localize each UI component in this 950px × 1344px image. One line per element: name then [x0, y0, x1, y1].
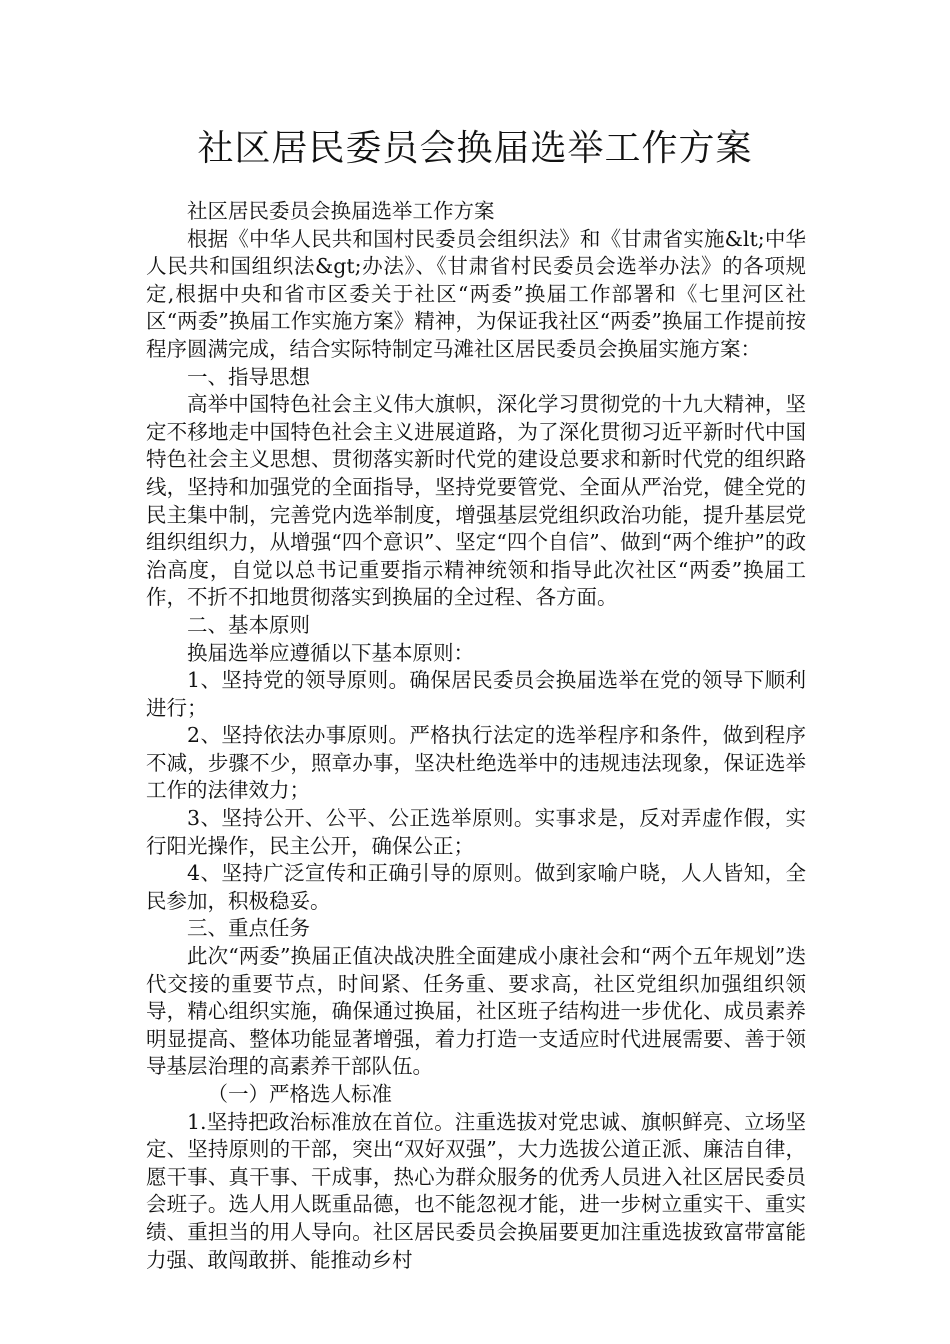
principle-item-3: 3、坚持公开、公平、公正选举原则。实事求是，反对弄虚作假，实行阳光操作，民主公开，确保公正； [146, 806, 806, 858]
key-tasks-paragraph: 此次“两委”换届正值决战决胜全面建成小康社会和“两个五年规划”迭代交接的重要节点，时间紧、任务重、要求高，社区党组织加强组织领导，精心组织实施，确保通过换届，社区班子结构进一步优化、成员素养明显提高、整体功能显著增强，着力打造一支适应时代进展需要、善于领导基层治理的高素养干部队伍。 [146, 944, 806, 1079]
principle-item-1: 1、坚持党的领导原则。确保居民委员会换届选举在党的领导下顺利进行； [146, 668, 806, 720]
intro-paragraph: 根据《中华人民共和国村民委员会组织法》和《甘肃省实施&lt;中华人民共和国组织法&gt;办法》、《甘肃省村民委员会选举办法》的各项规定,根据中央和省市区委关于社区“两委”换届工作部署和《七里河区社区“两委”换届工作实施方案》精神，为保证我社区“两委”换届工作提前按程序圆满完成，结合实际特制定马滩社区居民委员会换届实施方案： [146, 226, 806, 361]
selection-standard-item-1: 1.坚持把政治标准放在首位。注重选拔对党忠诚、旗帜鲜亮、立场坚定、坚持原则的干部，突出“双好双强”，大力选拔公道正派、廉洁自律，愿干事、真干事、干成事，热心为群众服务的优秀人员进入社区居民委员会班子。选人用人既重品德，也不能忽视才能，进一步树立重实干、重实绩、重担当的用人导向。社区居民委员会换届要更加注重选拔致富带富能力强、敢闯敢拼、能推动乡村 [146, 1109, 806, 1272]
document-body [146, 198, 806, 1274]
doc-subtitle: 社区居民委员会换届选举工作方案 [187, 199, 495, 223]
principle-item-4: 4、坚持广泛宣传和正确引导的原则。做到家喻户晓，人人皆知，全民参加，积极稳妥。 [146, 861, 806, 913]
subsection-heading-selection-standards: （一）严格选人标准 [207, 1082, 392, 1106]
section-heading-basic-principles: 二、基本原则 [187, 612, 310, 637]
principles-intro-paragraph: 换届选举应遵循以下基本原则： [187, 640, 474, 665]
principle-item-2: 2、坚持依法办事原则。严格执行法定的选举程序和条件，做到程序不减，步骤不少，照章办事，坚决杜绝选举中的违规违法现象，保证选举工作的法律效力； [146, 723, 806, 803]
section-heading-guiding-ideology: 一、指导思想 [187, 364, 310, 389]
page-title: 社区居民委员会换届选举工作方案 [197, 128, 753, 169]
section-heading-key-tasks: 三、重点任务 [187, 916, 310, 941]
guiding-ideology-paragraph: 高举中国特色社会主义伟大旗帜，深化学习贯彻党的十九大精神，坚定不移地走中国特色社会主义进展道路，为了深化贯彻习近平新时代中国特色社会主义思想、贯彻落实新时代党的建设总要求和新时代党的组织路线，坚持和加强党的全面指导，坚持党要管党、全面从严治党，健全党的民主集中制，完善党内选举制度，增强基层党组织政治功能，提升基层党组织组织力，从增强“四个意识”、坚定“四个自信”、做到“两个维护”的政治高度，自觉以总书记重要指示精神统领和指导此次社区“两委”换届工作，不折不扣地贯彻落实到换届的全过程、各方面。 [146, 392, 806, 610]
